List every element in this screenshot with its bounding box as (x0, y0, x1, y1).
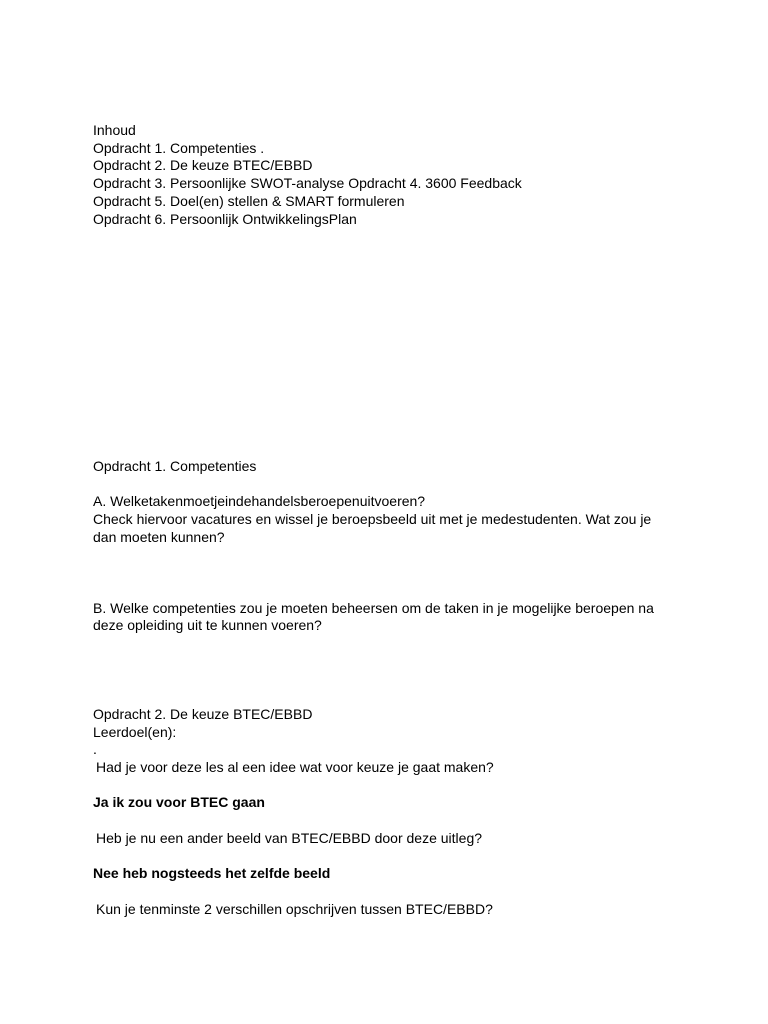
section2-answer-1: Ja ik zou voor BTEC gaan (93, 794, 265, 810)
section1-question-b: B. Welke competenties zou je moeten beheersen om de taken in je mogelijke beroepen na deze opleiding uit te kunnen voeren? (93, 599, 654, 634)
section2-question-3: Kun je tenminste 2 verschillen opschrijven tussen BTEC/EBBD? (96, 901, 493, 917)
section1-question-a-detail: Check hiervoor vacatures en wissel je beroepsbeeld uit met je medestudenten. Wat zou je dan moeten kunnen? (93, 511, 652, 545)
section2-dot: . (93, 741, 97, 757)
toc-heading: Inhoud (93, 122, 136, 138)
section1-question-a: A. Welketakenmoetjeindehandelsberoepenuitvoeren? (93, 493, 426, 509)
section2-title: Opdracht 2. De keuze BTEC/EBBD (93, 706, 313, 722)
toc-item: Opdracht 5. Doel(en) stellen & SMART formuleren (93, 193, 405, 209)
toc-item: Opdracht 3. Persoonlijke SWOT-analyse Opdracht 4. 3600 Feedback (93, 175, 522, 191)
toc-item: Opdracht 1. Competenties . (93, 139, 265, 156)
section2-question-2: Heb je nu een ander beeld van BTEC/EBBD door deze uitleg? (96, 830, 483, 846)
section2-answer-2: Nee heb nogsteeds het zelfde beeld (93, 865, 331, 881)
toc-item: Opdracht 6. Persoonlijk OntwikkelingsPlan (93, 211, 357, 227)
section1-title: Opdracht 1. Competenties (93, 458, 257, 474)
section2-learning-goals: Leerdoel(en): (93, 723, 177, 740)
section2-question-1: Had je voor deze les al een idee wat voor keuze je gaat maken? (96, 759, 494, 775)
toc-item: Opdracht 2. De keuze BTEC/EBBD (93, 157, 313, 173)
